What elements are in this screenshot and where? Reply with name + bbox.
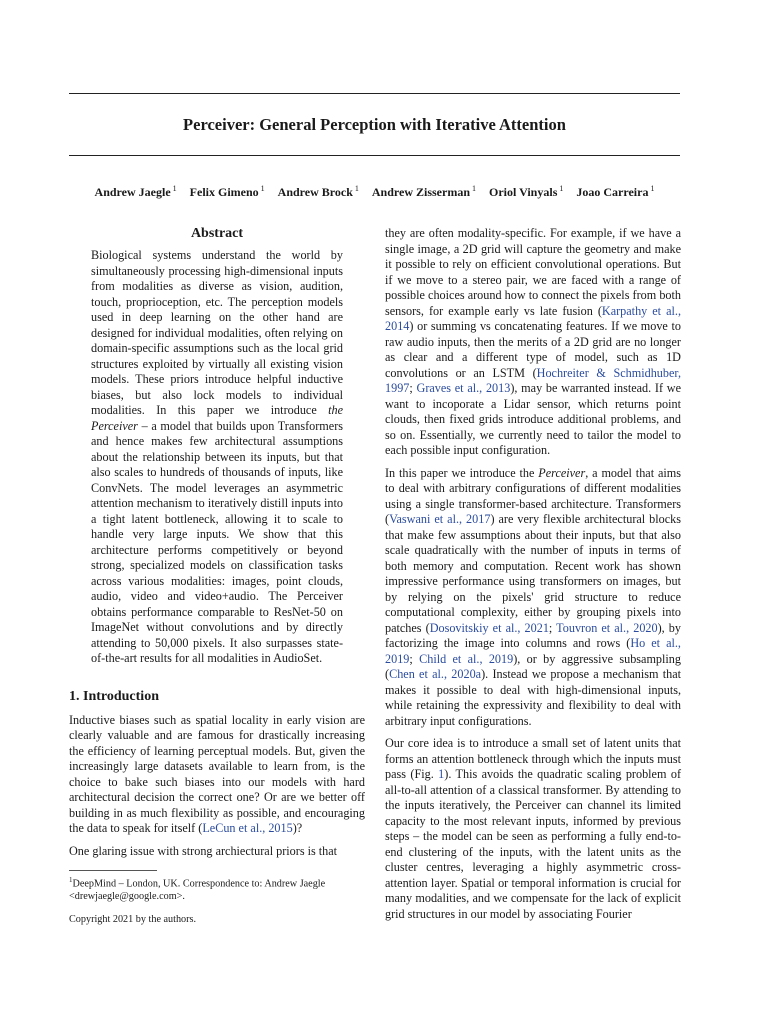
body-paragraph: In this paper we introduce the Perceiver, a model that aims to deal with arbitrary configurations of different modalities using a single transformer-based architecture. Transformers (Vaswani et al., 2017) are very flexible architectural blocks that make few assumptions about their inputs, but that also scale quadratically with the number of inputs in terms of both memory and computation. Recent work has shown impressive performance using transformers on images, but by relying on the pixels' grid structure to reduce computational complexity, either by grouping pixels into patches (Dosovitskiy et al., 2021; Touvron et al., 2020), by factorizing the image into columns and rows (Ho et al., 2019; Child et al., 2019), or by aggressive subsampling (Chen et al., 2020a). Instead we propose a mechanism that makes it possible to deal with high-dimensional inputs, while retaining the expressivity and flexibility to deal with arbitrary input configurations. <box>385 465 681 728</box>
author: Andrew Zisserman $^1$ <box>371 184 477 199</box>
right-column <box>385 226 681 929</box>
author-list <box>69 180 680 201</box>
title-top-rule <box>69 93 680 94</box>
left-column <box>69 224 365 866</box>
body-paragraph: Our core idea is to introduce a small set of latent units that forms an attention bottleneck through which the inputs must pass (Fig. 1). This avoids the quadratic scaling problem of all-to-all attention of a classical transformer. By attending to the inputs iteratively, the Perceiver can channel its limited capacity to the most relevant inputs, informed by previous steps – the model can be seen as performing a fully end-to-end clustering of the inputs, with the latent units as the cluster centres, leveraging a highly asymmetric cross-attention layer. Spatial or temporal information is crucial for many modalities, and we compensate for the lack of explicit grid structures in our model by associating Fourier <box>385 736 681 921</box>
citation-link[interactable]: Chen et al., 2020a <box>389 667 482 681</box>
author: Andrew Jaegle $^1$ <box>94 184 177 199</box>
title-bottom-rule <box>69 155 680 156</box>
citation-link[interactable]: Karpathy et al., 2014 <box>385 303 681 333</box>
citation-link[interactable]: Ho et al., 2019 <box>385 636 681 666</box>
figure-reference-link[interactable]: 1 <box>438 767 445 781</box>
citation-link[interactable]: Graves et al., 2013 <box>416 381 511 395</box>
intro-paragraph-1: Inductive biases such as spatial locality in early vision are clearly valuable and are famous for drastically increasing the efficiency of learning perceptual models. But, given the increasingly large datasets available to learn from, is the choice to bake such biases into our models with hard architectural decision the correct one? Or are we better off building in as much flexibility as possible, and encouraging the data to speak for itself (LeCun et al., 2015)? <box>69 712 365 835</box>
body-paragraph: they are often modality-specific. For example, if we have a single image, a 2D grid will capture the geometry and make it possible to rely on efficient convolutional operations. But if we move to a stereo pair, we are faced with a range of possible choices around how to connect the pixels from both sensors, for example early vs late fusion (Karpathy et al., 2014) or summing vs concatenating features. If we move to raw audio inputs, then the merits of a 2D grid are no longer as clear and a different type of model, such as 1D convolutions or an LSTM (Hochreiter & Schmidhuber, 1997; Graves et al., 2013), may be warranted instead. If we want to incoporate a Lidar sensor, which returns point clouds, then fixed grids introduce additional problems, and so on. Essentially, we currently need to tailor the model to each possible input configuration. <box>385 226 681 457</box>
citation-link[interactable]: LeCun et al., 2015 <box>202 821 293 835</box>
intro-paragraph-2: One glaring issue with strong archiectural priors is that <box>69 843 338 858</box>
citation-link[interactable]: Child et al., 2019 <box>419 651 514 666</box>
citation-link[interactable]: Hochreiter & Schmidhuber, 1997 <box>385 365 681 395</box>
footnote-text: $^1$DeepMind – London, UK. Correspondence to: Andrew Jaegle <drewjaegle@google.com>. <box>69 876 326 903</box>
abstract-paragraph: Biological systems understand the world by simultaneously processing high-dimensional inputs from modalities as diverse as vision, audition, touch, proprioception, etc. The perception models used in deep learning on the other hand are designed for individual modalities, often relying on domain-specific assumptions such as the local grid structures exploited by virtually all existing vision models. These priors introduce helpful inductive biases, but also lock models to individual modalities. In this paper we introduce the Perceiver – a model that builds upon Transformers and hence makes few architectural assumptions about the relationship between its inputs, but that also scales to hundreds of thousands of inputs, like ConvNets. The model leverages an asymmetric attention mechanism to iteratively distill inputs into a tight latent bottleneck, allowing it to scale to handle very large inputs. We show that this architecture performs competitively or beyond strong, specialized models on classification tasks across various modalities: images, point clouds, audio, video and video+audio. The Perceiver obtains performance comparable to ResNet-50 on ImageNet without convolutions and by directly attending to 50,000 pixels. It also surpasses state-of-the-art results for all modalities in AudioSet. <box>91 248 343 665</box>
abstract-body <box>91 248 343 667</box>
copyright-notice: Copyright 2021 by the authors. <box>69 914 197 925</box>
author: Joao Carreira $^1$ <box>576 184 655 199</box>
author: Felix Gimeno $^1$ <box>189 184 265 199</box>
footnote <box>69 870 365 903</box>
paper-title: Perceiver: General Perception with Iterative Attention <box>183 115 566 134</box>
citation-link[interactable]: Touvron et al., 2020 <box>556 620 658 635</box>
citation-link[interactable]: Vaswani et al., 2017 <box>389 512 491 526</box>
footnote-rule <box>69 870 157 871</box>
section-heading-introduction: 1. Introduction <box>69 688 159 704</box>
author: Andrew Brock $^1$ <box>277 184 359 199</box>
author: Oriol Vinyals $^1$ <box>489 184 564 199</box>
abstract-heading: Abstract <box>190 226 244 241</box>
citation-link[interactable]: Dosovitskiy et al., 2021 <box>429 620 549 635</box>
